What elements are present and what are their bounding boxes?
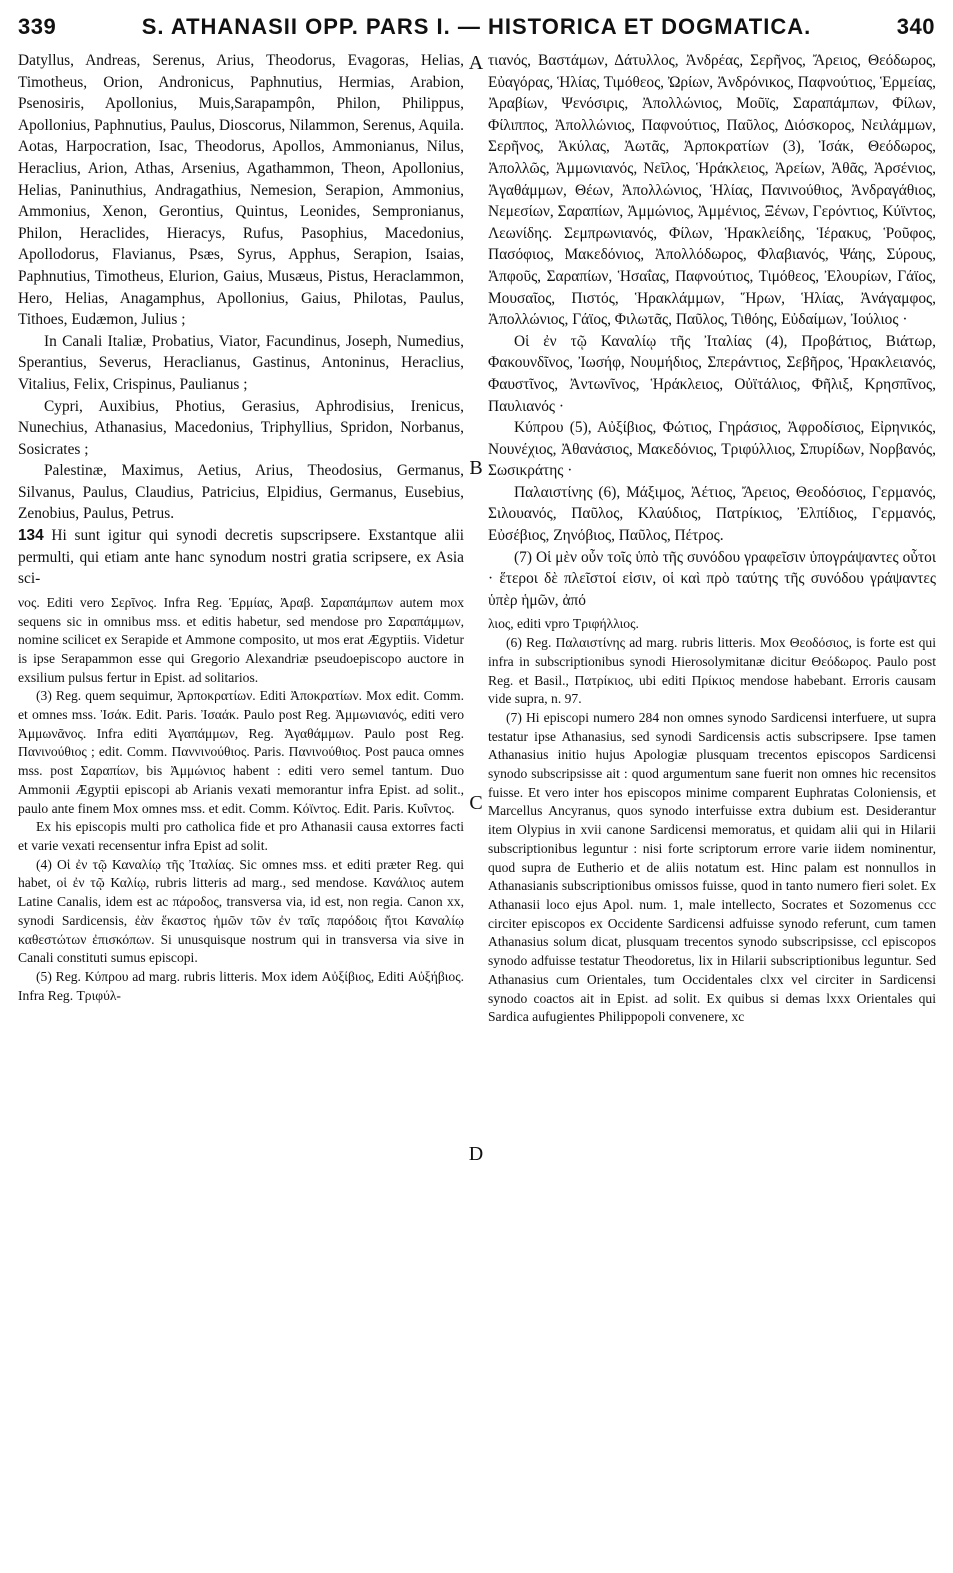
greek-paragraph: (7) Οἱ μὲν οὖν τοῖς ὑπὸ τῆς συνόδου γραφεῖσιν ὑπογράψαντες οὗτοι · ἕτεροι δὲ πλεῖστοί εἰσιν, οἱ καὶ πρὸ ταύτης τῆς συνόδου γράψαντες ὑπὲρ ἡμῶν, ἀπό bbox=[488, 548, 936, 609]
greek-column-footnotes bbox=[488, 615, 936, 1026]
latin-paragraph: Palestinæ, Maximus, Aetius, Arius, Theodosius, Germanus, Silvanus, Paulus, Claudius, Patricius, Elpidius, Germanus, Eusebius, Zenobius, Paulus, Petrus. bbox=[18, 462, 464, 523]
footnote: (6) Reg. Παλαιστίνης ad marg. rubris litteris. Mox Θεοδόσιος, is forte est qui infra in subscriptionibus synodi Hierosolymitanæ dicitur Θεόδωρος. Paulo post Reg. et Basil., Πατρίκιος, ubi editi Πρίκιος mendose habebant. Erroris causam vide supra, n. 97. bbox=[488, 635, 936, 707]
page-number-right: 340 bbox=[896, 14, 935, 39]
latin-main-text bbox=[18, 50, 464, 590]
greek-paragraph: Κύπρου (5), Αὐξίβιος, Φώτιος, Γηράσιος, Ἀφροδίσιος, Εἰρηνικός, Νουνέχιος, Ἀθανάσιος, Μακεδόνιος, Τριφύλλιος, Σπυρίδων, Νορβανός, Σωσικράτης · bbox=[488, 419, 936, 480]
footnote: (7) Hi episcopi numero 284 non omnes synodo Sardicensi interfuere, ut supra testatur ipse Athanasius, sed synodi Sardicensis actis subscripsere. Ipse tamen Athanasius initio hujus Apologiæ plusquam trecentos episcopos Sardicensi synodo subscripsisse ait : quod argumentum sane fuerit non omnes hic recensitos fuisse. Et vero inter hos episcopos minime comparent Euphratas Coloniensis, et Marcellus Ancyranus, quos synodo interfuisse extra dubium est. Desiderantur item Olypius in xvii canone Sardicensi memoratus, et quidam alii qui in Hilarii subscriptionibus leguntur : nisi forte scriptorum errore varie iidem nominentur, quod supra de Eutherio et de aliis notatum est. Hinc palam est nonnullos in Athanasianis subscriptionibus omissos fuisse, quod in tanto numero fieri solet. Ex Athanasii loco ejus Apol. num. 1, male intellecto, Socrates et Sozomenus ccc circiter episcopos ex Occidente Sardicensi adfuisse synodo referunt, cum tamen Athanasius solum dicat, plusquam trecentos synodo subscripsisse, ccl episcopos synodo adfuisse testatur Theodoretus, lix in Hilarii subscriptionibus leguntur. Sed Athanasius cum Orientales, tum Occidentales clxx vel circiter in Sardicensi synodo coactos ait in Epist. ad solit. Ex quibus si demas lxxx Orientales qui Sardica aufugientes Philippopoli convenere, xc bbox=[488, 709, 936, 1025]
latin-paragraph: Datyllus, Andreas, Serenus, Arius, Theodorus, Evagoras, Helias, Timotheus, Orion, Andronicus, Paphnutius, Hermias, Arabion, Psenosiris, Apollonius, Muis,Sarapampôn, Philon, Philippus, Apollonius, Paphnutius, Paulus, Dioscorus, Nilammon, Serenus, Aquila. Aotas, Harpocration, Isac, Theodorus, Apollos, Ammonianus, Nilus, Heraclius, Arion, Athas, Arsenius, Agathammon, Theon, Apollonius, Helias, Paninuthius, Andragathius, Nemesion, Serapion, Ammonius, Ammonius, Xenon, Gerontius, Quintus, Leonides, Sempronianus, Philon, Heraclides, Hieracys, Rufus, Pasophius, Macedonius, Apollodorus, Flavianus, Psæs, Syrus, Apphus, Serapion, Isaias, Paphnutius, Timotheus, Elurion, Gaius, Musæus, Pistus, Heraclammon, Hero, Helias, Anagamphus, Apollonius, Gaius, Philotas, Paulus, Tithoes, Eudæmon, Julius ; bbox=[18, 52, 464, 329]
latin-column bbox=[18, 50, 464, 1560]
page-header bbox=[18, 14, 935, 42]
latin-paragraph: Cypri, Auxibius, Photius, Gerasius, Aphrodisius, Irenicus, Nunechius, Athanasius, Macedonius, Triphyllius, Spridon, Norbanus, Sosicrates ; bbox=[18, 397, 464, 458]
latin-column-footnotes bbox=[18, 594, 464, 1005]
footnote: νος. Editi vero Σερῖνος. Infra Reg. Ἑρμίας, Ἀραβ. Σαραπάμπων autem mox sequens sic in omnibus mss. et editis habetur, sed mendose pro Σαραπάμμων, nomine scilicet ex Serapide et Ammone composito, ut mos erat Ægyptiis. Videtur is ipse Serapammon esse qui Gregorio Alexandriæ pseudoepiscopo auctore in exsilium pulsus fertur in Epist. ad solitarios. bbox=[18, 594, 464, 685]
section-text: Hi sunt igitur qui synodi decretis supscripsere. Exstantque alii permulti, qui etiam ante hanc synodum nostri gratia scripsere, ex Asia sci- bbox=[18, 527, 464, 588]
greek-paragraph: Οἱ ἐν τῷ Καναλίῳ τῆς Ἰταλίας (4), Προβάτιος, Βιάτωρ, Φακουνδῖνος, Ἰωσήφ, Νουμήδιος, Σπεράντιος, Σεβῆρος, Ἡρακλειανός, Φαυστῖνος, Ἀντωνῖνος, Ἡράκλειος, Οὐϊτάλιος, Φῆλιξ, Κρησπῖνος, Παυλιανός · bbox=[488, 332, 936, 415]
margin-letter-c: C bbox=[469, 792, 483, 814]
greek-paragraph: Παλαιστίνης (6), Μάξιμος, Ἀέτιος, Ἄρειος, Θεοδόσιος, Γερμανός, Σιλουανός, Παῦλος, Κλαύδιος, Πατρίκιος, Ἐλπίδιος, Γερμανός, Εὐσέβιος, Ζηνόβιος, Παῦλος, Πέτρος. bbox=[488, 483, 936, 545]
margin-letter-b: B bbox=[469, 457, 483, 479]
footnote: (3) Reg. quem sequimur, Ἀρποκρατίων. Editi Ἀποκρατίων. Mox edit. Comm. et omnes mss. Ἰσάκ. Edit. Paris. Ἰσαάκ. Paulo post Reg. Ἀμμωνιανός, editi vero Ἀμμωνᾶνος. Infra editi Ἀγαπάμμων, Reg. Ἀγαθάμμων. Paulo post Reg. Πανινούθιος ; edit. Comm. Παννινούθιος. Paris. Πανινούθιος. Post pauca omnes mss. post Σαραπίων, bis Ἀμμώνιος habent : editi vero semel tantum. Duo Ammonii Ægyptii episcopi ab Arianis vexati memorantur infra Epist. ad solit., paulo ante finem Mox omnes mss. et edit. Comm. Κόϊντος. Edit. Paris. Κυΐντος. bbox=[18, 688, 464, 816]
greek-main-text bbox=[488, 50, 936, 611]
latin-section-134 bbox=[18, 525, 464, 590]
page-number-left: 339 bbox=[18, 14, 57, 39]
greek-column bbox=[488, 50, 936, 1560]
footnote: (4) Οἱ ἐν τῷ Καναλίῳ τῆς Ἰταλίας. Sic omnes mss. et editi præter Reg. qui habet, οἱ ἐν τῷ Καλίῳ, rubris litteris ad marg., sed mendose. Κανάλιος autem Latine Canalis, idem est ac πάροδος, transversa via, id est, non regia. Canon xx, synodi Sardicensis, ἐὰν ἕκαστος ἡμῶν τῶν ἐν ταῖς παρόδοις ἤτοι Καναλίῳ καθεστώτων ἐπισκόπων. Si unusquisque nostrum qui in transversa via sive in Canali constituti sumus episcopi. bbox=[18, 856, 464, 966]
section-number: 134 bbox=[18, 527, 44, 545]
footnote: (5) Reg. Κύπρου ad marg. rubris litteris. Mox idem Αὐξίβιος, Editi Αὐξήβιος. Infra Reg. Τριφύλ- bbox=[18, 968, 464, 1003]
running-title: S. ATHANASII OPP. PARS I. — HISTORICA ET DOGMATICA. bbox=[141, 14, 812, 39]
latin-paragraph: In Canali Italiæ, Probatius, Viator, Facundinus, Joseph, Numedius, Sperantius, Severus, Heraclianus, Gastinus, Antoninus, Heraclius, Vitalius, Felix, Crispinus, Paulianus ; bbox=[18, 332, 464, 393]
greek-paragraph: τιανός, Βαστάμων, Δάτυλλος, Ἀνδρέας, Σερῆνος, Ἄρειος, Θεόδωρος, Εὐαγόρας, Ἡλίας, Τιμόθεος, Ὠρίων, Ἀνδρόνικος, Παφνούτιος, Ἑρμείας, Ἀραβίων, Ψενόσιρις, Ἀπολλώνιος, Μοῦϊς, Σαραπάμπων, Φίλων, Φίλιππος, Ἀπολλώνιος, Παφνούτιος, Παῦλος, Διόσκορος, Νειλάμμων, Σερῆνος, Ἀκύλας, Ἀωτᾶς, Ἀρποκρατίων (3), Ἰσάκ, Θεόδωρος, Ἀπολλῶς, Ἀμμωνιανός, Νεῖλος, Ἡράκλειος, Ἀρείων, Ἀθᾶς, Ἀρσένιος, Ἀγαθάμμων, Θέων, Ἀπολλώνιος, Ἡλίας, Πανινούθιος, Ἀνδραγάθιος, Νεμεσίων, Σαραπίων, Ἀμμώνιος, Ἀμμένιος, Ξένων, Γερόντιος, Κύϊντος, Λεωνίδης. Σεμπρωνιανός, Φίλων, Ἡρακλείδης, Ἱέρακυς, Ῥοῦφος, Πασόφιος, Μακεδόνιος, Ἀπολλόδωρος, Φλαβιανός, Ψάης, Σύρους, Ἀπφοῦς, Σαραπίων, Ἡσαΐας, Παφνούτιος, Τιμόθεος, Ἐλουρίων, Γάϊος, Μουσαῖος, Πιστός, Ἡρακλάμμων, Ἥρων, Ἡλίας, Ἀνάγαμφος, Ἀπολλώνιος, Γάϊος, Φιλωτᾶς, Παῦλος, Τιθόης, Εὐδαίμων, Ἰούλιος · bbox=[488, 52, 936, 329]
footnote: Ex his episcopis multi pro catholica fide et pro Athanasii causa extorres facti et varie vexati recensentur infra Epist ad solit. bbox=[18, 819, 464, 853]
footnote: λιος, editi vpro Τριφήλλιος. bbox=[488, 616, 639, 632]
margin-letter-d: D bbox=[468, 1143, 484, 1165]
margin-letter-a: A bbox=[468, 52, 484, 74]
